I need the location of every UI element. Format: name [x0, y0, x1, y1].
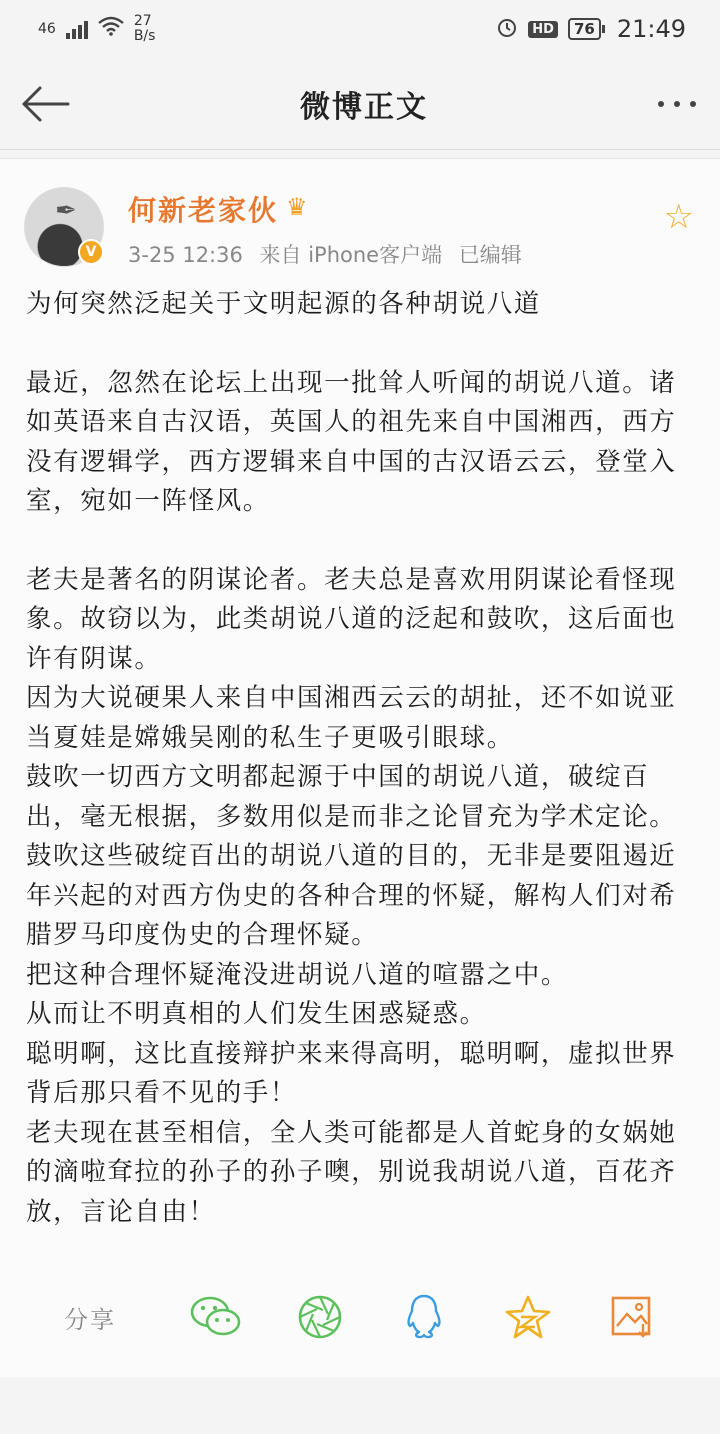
wifi-icon — [98, 16, 124, 42]
speed-value: 27 — [133, 13, 152, 29]
post-paragraph: 因为大说硬果人来自中国湘西云云的胡扯，还不如说亚当夏娃是嫦娥吴刚的私生子更吸引眼球。 — [26, 683, 677, 753]
battery-icon: 76 — [568, 18, 601, 40]
moments-icon — [297, 1294, 343, 1340]
post-paragraph: 为何突然泛起关于文明起源的各种胡说八道 — [26, 289, 541, 319]
status-left — [38, 14, 155, 44]
favorite-star-icon[interactable]: ☆ — [663, 197, 694, 237]
post-date: 3-25 12:36 — [128, 243, 243, 267]
post-header — [0, 159, 720, 277]
network-type: 46 — [38, 21, 56, 37]
signal-icon — [66, 19, 88, 39]
qq-icon — [404, 1293, 444, 1341]
speed-unit: B/s — [133, 28, 156, 44]
share-label: 分享 — [64, 1305, 116, 1334]
share-qq-button[interactable] — [394, 1292, 454, 1342]
more-button[interactable] — [658, 101, 696, 107]
more-dot-icon — [658, 101, 664, 107]
save-image-icon — [609, 1294, 655, 1340]
back-button[interactable] — [20, 79, 70, 129]
status-bar — [0, 0, 720, 58]
post-paragraph: 鼓吹这些破绽百出的胡说八道的目的，无非是要阻遏近年兴起的对西方伪史的各种合理的怀疑，解构人们对希腊罗马印度伪史的合理怀疑。 — [26, 841, 677, 950]
verified-badge-icon: V — [78, 239, 104, 265]
paragraph-gap — [26, 522, 690, 561]
avatar-calligraphy-icon: ✒ — [55, 196, 77, 226]
username[interactable]: 何新老家伙 — [128, 194, 279, 227]
title-bar — [0, 58, 720, 150]
share-qzone-button[interactable] — [498, 1292, 558, 1342]
post-paragraph: 老夫是著名的阴谋论者。老夫总是喜欢用阴谋论看怪现象。故窃以为，此类胡说八道的泛起和鼓吹，这后面也许有阴谋。 — [26, 564, 677, 674]
crown-icon: ♛ — [286, 193, 308, 221]
post-paragraph: 从而让不明真相的人们发生困惑疑惑。 — [26, 999, 487, 1029]
hd-icon: HD — [528, 21, 558, 38]
share-moments-button[interactable] — [290, 1292, 350, 1342]
back-arrow-icon — [20, 84, 70, 124]
qzone-icon — [504, 1294, 552, 1340]
wechat-icon — [190, 1295, 242, 1339]
status-right — [496, 15, 686, 43]
network-speed — [134, 14, 156, 44]
post-card — [0, 158, 720, 1377]
alarm-icon — [496, 16, 518, 43]
post-paragraph: 老夫现在甚至相信，全人类可能都是人首蛇身的女娲她的滴啦耷拉的孙子的孙子噢，别说我胡说八道，百花齐放，言论自由！ — [26, 1117, 677, 1227]
clock: 21:49 — [616, 15, 686, 43]
share-bar — [0, 1287, 720, 1347]
share-wechat-button[interactable] — [186, 1292, 246, 1342]
post-paragraph: 最近，忽然在论坛上出现一批耸人听闻的胡说八道。诸如英语来自古汉语，英国人的祖先来自中国湘西，西方没有逻辑学，西方逻辑来自中国的古汉语云云，登堂入室，宛如一阵怪风。 — [26, 367, 677, 516]
post-meta — [128, 239, 532, 269]
post-source: 来自 iPhone客户端 — [259, 243, 443, 267]
post-paragraph: 把这种合理怀疑淹没进胡说八道的喧嚣之中。 — [26, 959, 569, 990]
paragraph-gap — [26, 325, 690, 364]
more-dot-icon — [674, 101, 680, 107]
edited-label: 已编辑 — [458, 243, 522, 267]
more-dot-icon — [690, 101, 696, 107]
post-body — [0, 277, 720, 1232]
post-paragraph: 鼓吹一切西方文明都起源于中国的胡说八道，破绽百出，毫无根据，多数用似是而非之论冒充为学术定论。 — [26, 762, 677, 832]
post-paragraph: 聪明啊，这比直接辩护来来得高明，聪明啊，虚拟世界背后那只看不见的手！ — [26, 1038, 677, 1108]
page-title: 微博正文 — [300, 89, 428, 125]
save-image-button[interactable] — [602, 1292, 662, 1342]
